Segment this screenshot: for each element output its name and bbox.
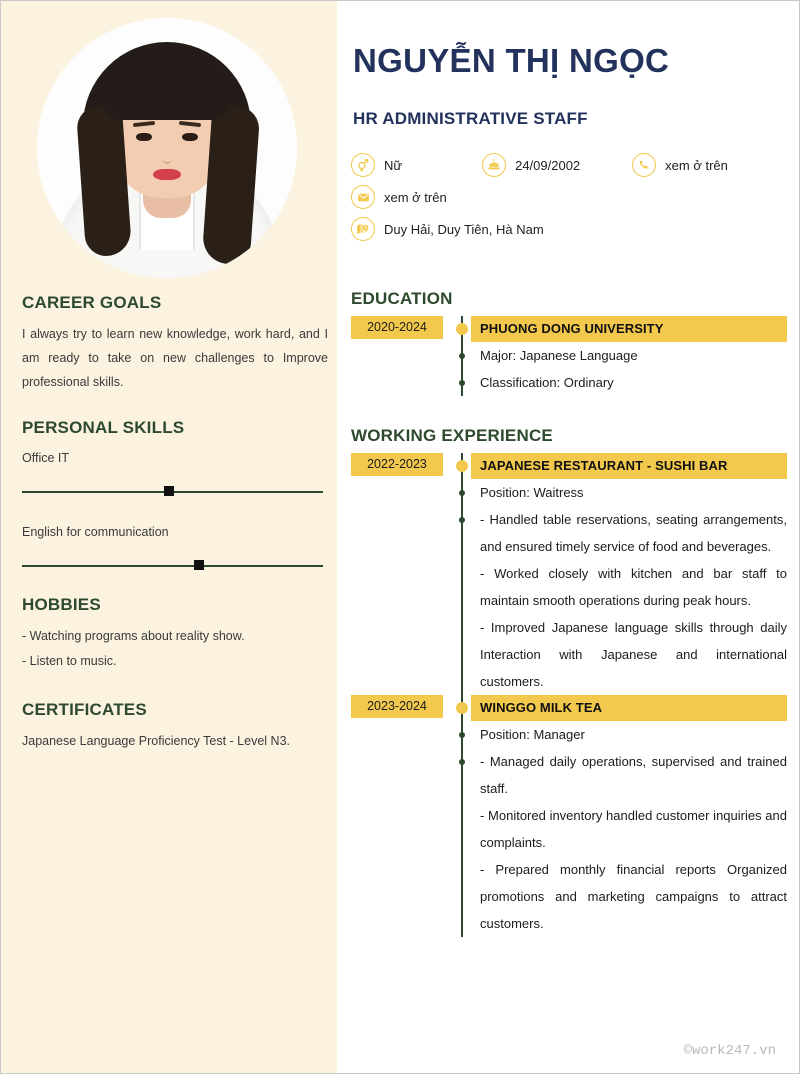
entry-line-wrap [471, 560, 787, 614]
sidebar [1, 1, 337, 1074]
timeline-dot-major [456, 460, 468, 472]
entry-line-row [351, 856, 787, 937]
gender-icon [351, 153, 375, 177]
organization-title: WINGGO MILK TEA [471, 695, 787, 721]
entry-line-row [351, 369, 787, 396]
timeline-dot-major [456, 702, 468, 714]
organization-title: PHUONG DONG UNIVERSITY [471, 316, 787, 342]
contact-row [351, 217, 791, 241]
entry-title-row [351, 695, 787, 721]
contact-gender [351, 153, 402, 177]
contact-birthday-value: 24/09/2002 [515, 157, 581, 173]
timeline-dot-minor [459, 759, 465, 765]
certificates-heading: CERTIFICATES [22, 700, 147, 719]
envelope-icon [351, 185, 375, 209]
list-item: - Listen to music. [22, 654, 117, 668]
hobbies-heading: HOBBIES [22, 595, 101, 614]
date-spacer [351, 479, 443, 488]
date-spacer [351, 721, 443, 730]
entry-line: - Managed daily operations, supervised and trained staff. [480, 754, 787, 796]
skill-slider-handle[interactable] [194, 560, 204, 570]
entry-line-wrap [471, 748, 787, 802]
portrait-photo [37, 18, 297, 278]
entry-title-row [351, 316, 787, 342]
education-entry [351, 316, 787, 396]
contact-info [351, 153, 791, 249]
contact-phone-value: xem ở trên [665, 157, 728, 173]
skill-slider-handle[interactable] [164, 486, 174, 496]
contact-address [351, 217, 544, 241]
main-column [337, 1, 800, 1074]
career-goals-text: I always try to learn new knowledge, work hard, and I am ready to take on new challenges to Improve professional skills. [22, 327, 328, 389]
date-badge: 2020-2024 [351, 316, 443, 339]
avatar [37, 18, 297, 278]
section-career-goals [22, 293, 328, 394]
watermark: ©work247.vn [683, 1043, 776, 1059]
entry-line-wrap [471, 856, 787, 937]
timeline-dot-minor [459, 380, 465, 386]
skill-track-line [22, 565, 323, 567]
date-spacer [351, 856, 443, 865]
entry-title-wrap [471, 453, 787, 479]
date-spacer [351, 506, 443, 515]
skill-label: English for communication [22, 525, 169, 539]
entry-title-wrap [471, 695, 787, 721]
organization-title: JAPANESE RESTAURANT - SUSHI BAR [471, 453, 787, 479]
contact-gender-value: Nữ [384, 157, 403, 173]
entry-line-row [351, 506, 787, 560]
entry-line: - Prepared monthly financial reports Organized promotions and marketing campaigns to attract customers. [480, 862, 787, 931]
job-role: HR ADMINISTRATIVE STAFF [353, 109, 588, 128]
sidebar-sections [22, 293, 328, 778]
page-title: NGUYỄN THỊ NGỌC [353, 42, 670, 79]
entry-line: Classification: Ordinary [480, 375, 614, 390]
entry-line-wrap [471, 369, 787, 396]
contact-email [351, 185, 447, 209]
cake-icon [482, 153, 506, 177]
education-heading: EDUCATION [351, 289, 453, 308]
contact-address-value: Duy Hải, Duy Tiên, Hà Nam [384, 221, 544, 237]
personal-skills-heading: PERSONAL SKILLS [22, 418, 185, 437]
date-spacer [351, 748, 443, 757]
contact-email-value: xem ở trên [384, 189, 447, 205]
timeline-dot-minor [459, 353, 465, 359]
entry-line: - Handled table reservations, seating arrangements, and ensured timely service of food and beverages. [480, 512, 787, 554]
career-goals-heading: CAREER GOALS [22, 293, 162, 312]
experience-entry [351, 695, 787, 937]
entry-line-row [351, 748, 787, 802]
entry-line: - Improved Japanese language skills through daily Interaction with Japanese and international customers. [480, 620, 787, 689]
section-personal-skills [22, 418, 328, 577]
date-spacer [351, 614, 443, 623]
experience-heading: WORKING EXPERIENCE [351, 426, 553, 445]
map-location-icon [351, 217, 375, 241]
entry-line: Position: Manager [480, 727, 585, 742]
entry-line: - Monitored inventory handled customer inquiries and complaints. [480, 808, 787, 850]
entry-line-wrap [471, 479, 787, 506]
entry-line-row [351, 721, 787, 748]
section-experience [351, 426, 787, 937]
section-education [351, 289, 787, 396]
date-spacer [351, 802, 443, 811]
contact-row [351, 185, 791, 209]
entry-line-wrap [471, 342, 787, 369]
date-spacer [351, 342, 443, 351]
skill-slider[interactable] [22, 555, 328, 577]
entry-line: - Worked closely with kitchen and bar staff to maintain smooth operations during peak hours. [480, 566, 787, 608]
date-badge: 2022-2023 [351, 453, 443, 476]
entry-line-wrap [471, 614, 787, 695]
date-badge: 2023-2024 [351, 695, 443, 718]
timeline-dot-minor [459, 517, 465, 523]
entry-title-wrap [471, 316, 787, 342]
entry-line: Major: Japanese Language [480, 348, 638, 363]
section-certificates [22, 700, 328, 754]
phone-icon [632, 153, 656, 177]
skill-label: Office IT [22, 451, 70, 465]
entry-line: Position: Waitress [480, 485, 584, 500]
section-hobbies [22, 595, 328, 674]
timeline-dot-major [456, 323, 468, 335]
timeline-dot-minor [459, 490, 465, 496]
entry-line-row [351, 560, 787, 614]
skill-slider[interactable] [22, 481, 328, 503]
entry-line-wrap [471, 802, 787, 856]
experience-entry [351, 453, 787, 695]
contact-birthday [482, 153, 580, 177]
entry-line-wrap [471, 506, 787, 560]
date-spacer [351, 560, 443, 569]
entry-line-row [351, 479, 787, 506]
contact-row [351, 153, 791, 177]
timeline-dot-minor [459, 732, 465, 738]
date-spacer [351, 369, 443, 378]
contact-phone [632, 153, 728, 177]
entry-line-row [351, 614, 787, 695]
entry-line-wrap [471, 721, 787, 748]
list-item: - Watching programs about reality show. [22, 629, 245, 643]
list-item: Japanese Language Proficiency Test - Level N3. [22, 734, 290, 748]
entry-title-row [351, 453, 787, 479]
entry-line-row [351, 342, 787, 369]
entry-line-row [351, 802, 787, 856]
